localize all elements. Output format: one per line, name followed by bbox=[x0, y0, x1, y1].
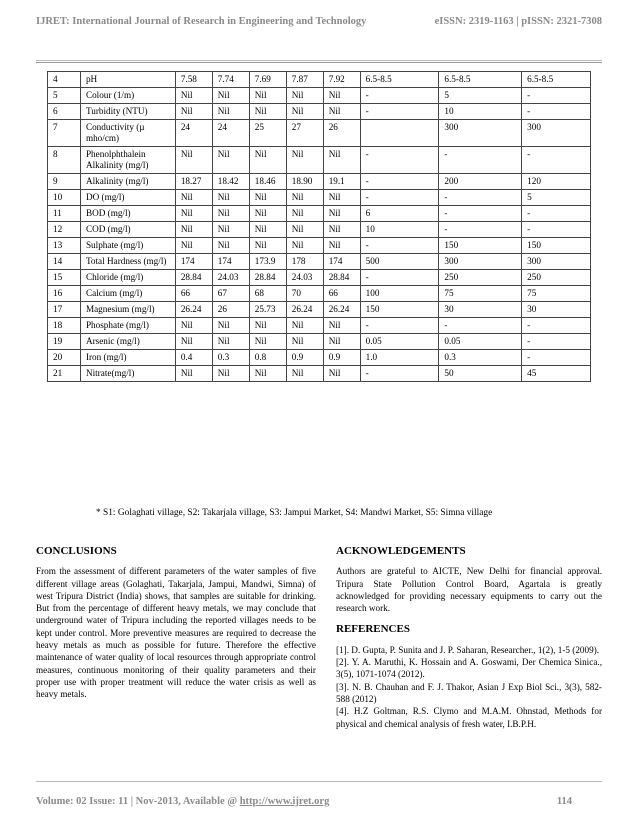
value-cell: - bbox=[439, 318, 522, 334]
value-cell: 150 bbox=[522, 238, 591, 254]
value-cell: - bbox=[360, 366, 439, 382]
value-cell: Nil bbox=[175, 88, 212, 104]
value-cell: 0.05 bbox=[360, 334, 439, 350]
issn-text: eISSN: 2319-1163 | pISSN: 2321-7308 bbox=[434, 16, 602, 27]
value-cell: 6 bbox=[360, 206, 439, 222]
parameter-cell: pH bbox=[80, 72, 175, 88]
value-cell: Nil bbox=[212, 190, 249, 206]
footer-volume bbox=[36, 796, 329, 807]
value-cell: Nil bbox=[323, 206, 360, 222]
journal-title: IJRET: International Journal of Research in Engineering and Technology bbox=[36, 16, 367, 27]
value-cell: - bbox=[522, 147, 591, 174]
value-cell: 24 bbox=[212, 120, 249, 147]
acknowledgements-heading: ACKNOWLEDGEMENTS bbox=[336, 545, 466, 557]
value-cell: - bbox=[360, 270, 439, 286]
header-rule-top bbox=[36, 60, 602, 61]
value-cell: 28.84 bbox=[175, 270, 212, 286]
value-cell: Nil bbox=[323, 334, 360, 350]
value-cell: 26 bbox=[212, 302, 249, 318]
row-number-cell: 7 bbox=[48, 120, 81, 147]
value-cell: 7.74 bbox=[212, 72, 249, 88]
value-cell: 7.69 bbox=[249, 72, 286, 88]
value-cell: 10 bbox=[360, 222, 439, 238]
value-cell: Nil bbox=[175, 206, 212, 222]
journal-link[interactable]: http://www.ijret.org bbox=[239, 796, 330, 807]
value-cell: 18.27 bbox=[175, 174, 212, 190]
value-cell: 66 bbox=[323, 286, 360, 302]
value-cell: Nil bbox=[286, 104, 323, 120]
parameter-cell: Phenolphthalein Alkalinity (mg/l) bbox=[80, 147, 175, 174]
value-cell: Nil bbox=[323, 104, 360, 120]
table-row bbox=[48, 120, 591, 147]
table-row bbox=[48, 88, 591, 104]
value-cell: 300 bbox=[439, 254, 522, 270]
value-cell: 250 bbox=[522, 270, 591, 286]
value-cell: 173.9 bbox=[249, 254, 286, 270]
value-cell: Nil bbox=[249, 147, 286, 174]
references-heading: REFERENCES bbox=[336, 623, 410, 636]
value-cell: Nil bbox=[323, 88, 360, 104]
value-cell: Nil bbox=[323, 147, 360, 174]
value-cell: 150 bbox=[439, 238, 522, 254]
value-cell: 26.24 bbox=[175, 302, 212, 318]
value-cell: Nil bbox=[249, 88, 286, 104]
parameter-cell: Sulphate (mg/l) bbox=[80, 238, 175, 254]
reference-item: [2]. Y. A. Maruthi, K. Hossain and A. Goswami, Der Chemica Sinica., 3(5), 1071-1074 (2012). bbox=[336, 657, 602, 680]
value-cell: Nil bbox=[175, 366, 212, 382]
value-cell: 18.46 bbox=[249, 174, 286, 190]
value-cell: 10 bbox=[439, 104, 522, 120]
value-cell: 66 bbox=[175, 286, 212, 302]
value-cell: Nil bbox=[175, 334, 212, 350]
water-quality-table bbox=[47, 71, 591, 382]
conclusions-heading: CONCLUSIONS bbox=[36, 545, 117, 557]
right-column bbox=[336, 545, 602, 730]
value-cell: - bbox=[522, 104, 591, 120]
parameter-cell: Colour (1/m) bbox=[80, 88, 175, 104]
acknowledgements-body: Authors are grateful to AICTE, New Delhi for financial approval. Tripura State Pollution Control Board, Agartala is greatly acknowledged for providing necessary equipments to carry out the research work. bbox=[336, 566, 602, 614]
value-cell: 25 bbox=[249, 120, 286, 147]
table-row bbox=[48, 222, 591, 238]
value-cell: - bbox=[360, 88, 439, 104]
row-number-cell: 11 bbox=[48, 206, 81, 222]
page-header bbox=[36, 16, 602, 36]
value-cell: - bbox=[360, 190, 439, 206]
value-cell: 75 bbox=[439, 286, 522, 302]
row-number-cell: 14 bbox=[48, 254, 81, 270]
value-cell: - bbox=[439, 147, 522, 174]
value-cell: 174 bbox=[323, 254, 360, 270]
value-cell: Nil bbox=[249, 222, 286, 238]
row-number-cell: 16 bbox=[48, 286, 81, 302]
value-cell: Nil bbox=[212, 366, 249, 382]
row-number-cell: 20 bbox=[48, 350, 81, 366]
value-cell: Nil bbox=[286, 88, 323, 104]
value-cell: Nil bbox=[212, 318, 249, 334]
row-number-cell: 6 bbox=[48, 104, 81, 120]
value-cell: 30 bbox=[522, 302, 591, 318]
parameter-cell: Nitrate(mg/l) bbox=[80, 366, 175, 382]
reference-item: [1]. D. Gupta, P. Sunita and J. P. Saharan, Researcher., 1(2), 1-5 (2009). bbox=[336, 644, 600, 655]
value-cell: 1.0 bbox=[360, 350, 439, 366]
value-cell: Nil bbox=[175, 318, 212, 334]
parameter-cell: Total Hardness (mg/l) bbox=[80, 254, 175, 270]
value-cell: Nil bbox=[249, 206, 286, 222]
value-cell: 0.3 bbox=[439, 350, 522, 366]
parameter-cell: BOD (mg/l) bbox=[80, 206, 175, 222]
table-row bbox=[48, 238, 591, 254]
value-cell: 75 bbox=[522, 286, 591, 302]
value-cell: 5 bbox=[522, 190, 591, 206]
value-cell: 300 bbox=[439, 120, 522, 147]
table-row bbox=[48, 286, 591, 302]
value-cell: 100 bbox=[360, 286, 439, 302]
value-cell: 26 bbox=[323, 120, 360, 147]
value-cell: Nil bbox=[249, 190, 286, 206]
value-cell: 178 bbox=[286, 254, 323, 270]
value-cell: 0.9 bbox=[323, 350, 360, 366]
value-cell: Nil bbox=[286, 334, 323, 350]
table-row bbox=[48, 147, 591, 174]
table-row bbox=[48, 366, 591, 382]
value-cell: - bbox=[522, 318, 591, 334]
left-column bbox=[36, 545, 316, 701]
value-cell: 250 bbox=[439, 270, 522, 286]
reference-item: [4]. H.Z Goltman, R.S. Clymo and M.A.M. Ohnstad, Methods for physical and chemical analysis of fresh water, I.B.P.H. bbox=[336, 706, 602, 729]
value-cell: 24.03 bbox=[212, 270, 249, 286]
value-cell: 50 bbox=[439, 366, 522, 382]
parameter-cell: DO (mg/l) bbox=[80, 190, 175, 206]
value-cell: Nil bbox=[323, 238, 360, 254]
row-number-cell: 19 bbox=[48, 334, 81, 350]
table-row bbox=[48, 104, 591, 120]
value-cell: 7.87 bbox=[286, 72, 323, 88]
value-cell: Nil bbox=[249, 318, 286, 334]
value-cell: Nil bbox=[212, 222, 249, 238]
value-cell: Nil bbox=[323, 190, 360, 206]
value-cell: Nil bbox=[249, 104, 286, 120]
value-cell: - bbox=[522, 334, 591, 350]
value-cell: - bbox=[360, 238, 439, 254]
value-cell: Nil bbox=[286, 190, 323, 206]
value-cell: 200 bbox=[439, 174, 522, 190]
value-cell: 120 bbox=[522, 174, 591, 190]
row-number-cell: 17 bbox=[48, 302, 81, 318]
value-cell: Nil bbox=[212, 147, 249, 174]
row-number-cell: 18 bbox=[48, 318, 81, 334]
footer-volume-text: Volume: 02 Issue: 11 | Nov-2013, Available @ bbox=[36, 796, 240, 807]
parameter-cell: Arsenic (mg/l) bbox=[80, 334, 175, 350]
table-row bbox=[48, 318, 591, 334]
parameter-cell: Turbidity (NTU) bbox=[80, 104, 175, 120]
parameter-cell: Phosphate (mg/l) bbox=[80, 318, 175, 334]
value-cell: Nil bbox=[323, 366, 360, 382]
value-cell: - bbox=[522, 88, 591, 104]
value-cell: 7.58 bbox=[175, 72, 212, 88]
value-cell: 0.3 bbox=[212, 350, 249, 366]
value-cell: 45 bbox=[522, 366, 591, 382]
value-cell: 30 bbox=[439, 302, 522, 318]
value-cell: - bbox=[360, 147, 439, 174]
value-cell: - bbox=[439, 222, 522, 238]
value-cell: 300 bbox=[522, 120, 591, 147]
value-cell: Nil bbox=[212, 104, 249, 120]
row-number-cell: 9 bbox=[48, 174, 81, 190]
parameter-cell: Chloride (mg/l) bbox=[80, 270, 175, 286]
value-cell: 18.90 bbox=[286, 174, 323, 190]
row-number-cell: 10 bbox=[48, 190, 81, 206]
value-cell: Nil bbox=[286, 318, 323, 334]
value-cell: 150 bbox=[360, 302, 439, 318]
value-cell: - bbox=[439, 190, 522, 206]
table-row bbox=[48, 334, 591, 350]
value-cell: 25.73 bbox=[249, 302, 286, 318]
value-cell: Nil bbox=[175, 147, 212, 174]
table-row bbox=[48, 190, 591, 206]
footer-rule bbox=[36, 781, 602, 782]
value-cell: 19.1 bbox=[323, 174, 360, 190]
value-cell: 28.84 bbox=[249, 270, 286, 286]
value-cell: 6.5-8.5 bbox=[439, 72, 522, 88]
value-cell: - bbox=[360, 104, 439, 120]
table-row bbox=[48, 254, 591, 270]
table-row bbox=[48, 206, 591, 222]
value-cell: Nil bbox=[249, 238, 286, 254]
row-number-cell: 12 bbox=[48, 222, 81, 238]
value-cell: Nil bbox=[212, 88, 249, 104]
parameter-cell: Alkalinity (mg/l) bbox=[80, 174, 175, 190]
value-cell: 6.5-8.5 bbox=[522, 72, 591, 88]
value-cell: Nil bbox=[212, 238, 249, 254]
page-number: 114 bbox=[556, 796, 572, 807]
row-number-cell: 13 bbox=[48, 238, 81, 254]
value-cell: Nil bbox=[286, 222, 323, 238]
value-cell: 67 bbox=[212, 286, 249, 302]
value-cell: 6.5-8.5 bbox=[360, 72, 439, 88]
row-number-cell: 8 bbox=[48, 147, 81, 174]
parameter-cell: Conductivity (µ mho/cm) bbox=[80, 120, 175, 147]
value-cell: 5 bbox=[439, 88, 522, 104]
value-cell: 70 bbox=[286, 286, 323, 302]
table-footnote: * S1: Golaghati village, S2: Takarjala village, S3: Jampui Market, S4: Mandwi Market, S5: Simna village bbox=[96, 508, 493, 518]
value-cell: 0.9 bbox=[286, 350, 323, 366]
value-cell: Nil bbox=[175, 222, 212, 238]
row-number-cell: 5 bbox=[48, 88, 81, 104]
value-cell: - bbox=[360, 174, 439, 190]
value-cell: Nil bbox=[286, 147, 323, 174]
value-cell: - bbox=[522, 350, 591, 366]
value-cell: Nil bbox=[249, 366, 286, 382]
value-cell: Nil bbox=[175, 238, 212, 254]
value-cell: 300 bbox=[522, 254, 591, 270]
value-cell: 0.05 bbox=[439, 334, 522, 350]
value-cell: 7.92 bbox=[323, 72, 360, 88]
table-row bbox=[48, 302, 591, 318]
value-cell: 28.84 bbox=[323, 270, 360, 286]
value-cell: Nil bbox=[286, 366, 323, 382]
value-cell: 500 bbox=[360, 254, 439, 270]
value-cell: Nil bbox=[212, 334, 249, 350]
table-row bbox=[48, 72, 591, 88]
header-rule bbox=[36, 62, 602, 63]
table-row bbox=[48, 270, 591, 286]
value-cell: Nil bbox=[175, 190, 212, 206]
value-cell: 26.24 bbox=[323, 302, 360, 318]
value-cell: Nil bbox=[323, 222, 360, 238]
value-cell: Nil bbox=[249, 334, 286, 350]
table-row bbox=[48, 174, 591, 190]
row-number-cell: 21 bbox=[48, 366, 81, 382]
row-number-cell: 4 bbox=[48, 72, 81, 88]
value-cell: 68 bbox=[249, 286, 286, 302]
references-list bbox=[336, 644, 602, 730]
value-cell: 174 bbox=[212, 254, 249, 270]
value-cell: Nil bbox=[323, 318, 360, 334]
value-cell: 26.24 bbox=[286, 302, 323, 318]
value-cell: 18.42 bbox=[212, 174, 249, 190]
reference-item: [3]. N. B. Chauhan and F. J. Thakor, Asian J Exp Biol Sci., 3(3), 582-588 (2012) bbox=[336, 681, 602, 704]
row-number-cell: 15 bbox=[48, 270, 81, 286]
parameter-cell: Calcium (mg/l) bbox=[80, 286, 175, 302]
parameter-cell: Iron (mg/l) bbox=[80, 350, 175, 366]
value-cell: - bbox=[360, 318, 439, 334]
value-cell: - bbox=[522, 222, 591, 238]
value-cell: 0.8 bbox=[249, 350, 286, 366]
value-cell: Nil bbox=[286, 206, 323, 222]
value-cell bbox=[360, 120, 439, 147]
value-cell: 0.4 bbox=[175, 350, 212, 366]
table-row bbox=[48, 350, 591, 366]
value-cell: - bbox=[439, 206, 522, 222]
value-cell: Nil bbox=[175, 104, 212, 120]
value-cell: Nil bbox=[212, 206, 249, 222]
value-cell: 24.03 bbox=[286, 270, 323, 286]
value-cell: 174 bbox=[175, 254, 212, 270]
value-cell: 27 bbox=[286, 120, 323, 147]
conclusions-body: From the assessment of different parameters of the water samples of five different village areas (Golaghati, Takarjala, Jampui, Mandwi, Simna) of west Tripura District (India) shows, that samples are suitable for drinking. But from the percentage of different heavy metals, we may conclude that underground water of Tripura including the reported villages needs to be kept under control. More preventive measures are required to decrease the heavy metals as much as possible for future. Therefore the effective maintenance of water quality of local resources through appropriate control measures, continuous monitoring of their quality parameters and their proper use with proper treatment will reduce the water crisis as well as heavy metals. bbox=[36, 566, 316, 700]
value-cell: Nil bbox=[286, 238, 323, 254]
parameter-cell: COD (mg/l) bbox=[80, 222, 175, 238]
value-cell: - bbox=[522, 206, 591, 222]
parameter-cell: Magnesium (mg/l) bbox=[80, 302, 175, 318]
value-cell: 24 bbox=[175, 120, 212, 147]
